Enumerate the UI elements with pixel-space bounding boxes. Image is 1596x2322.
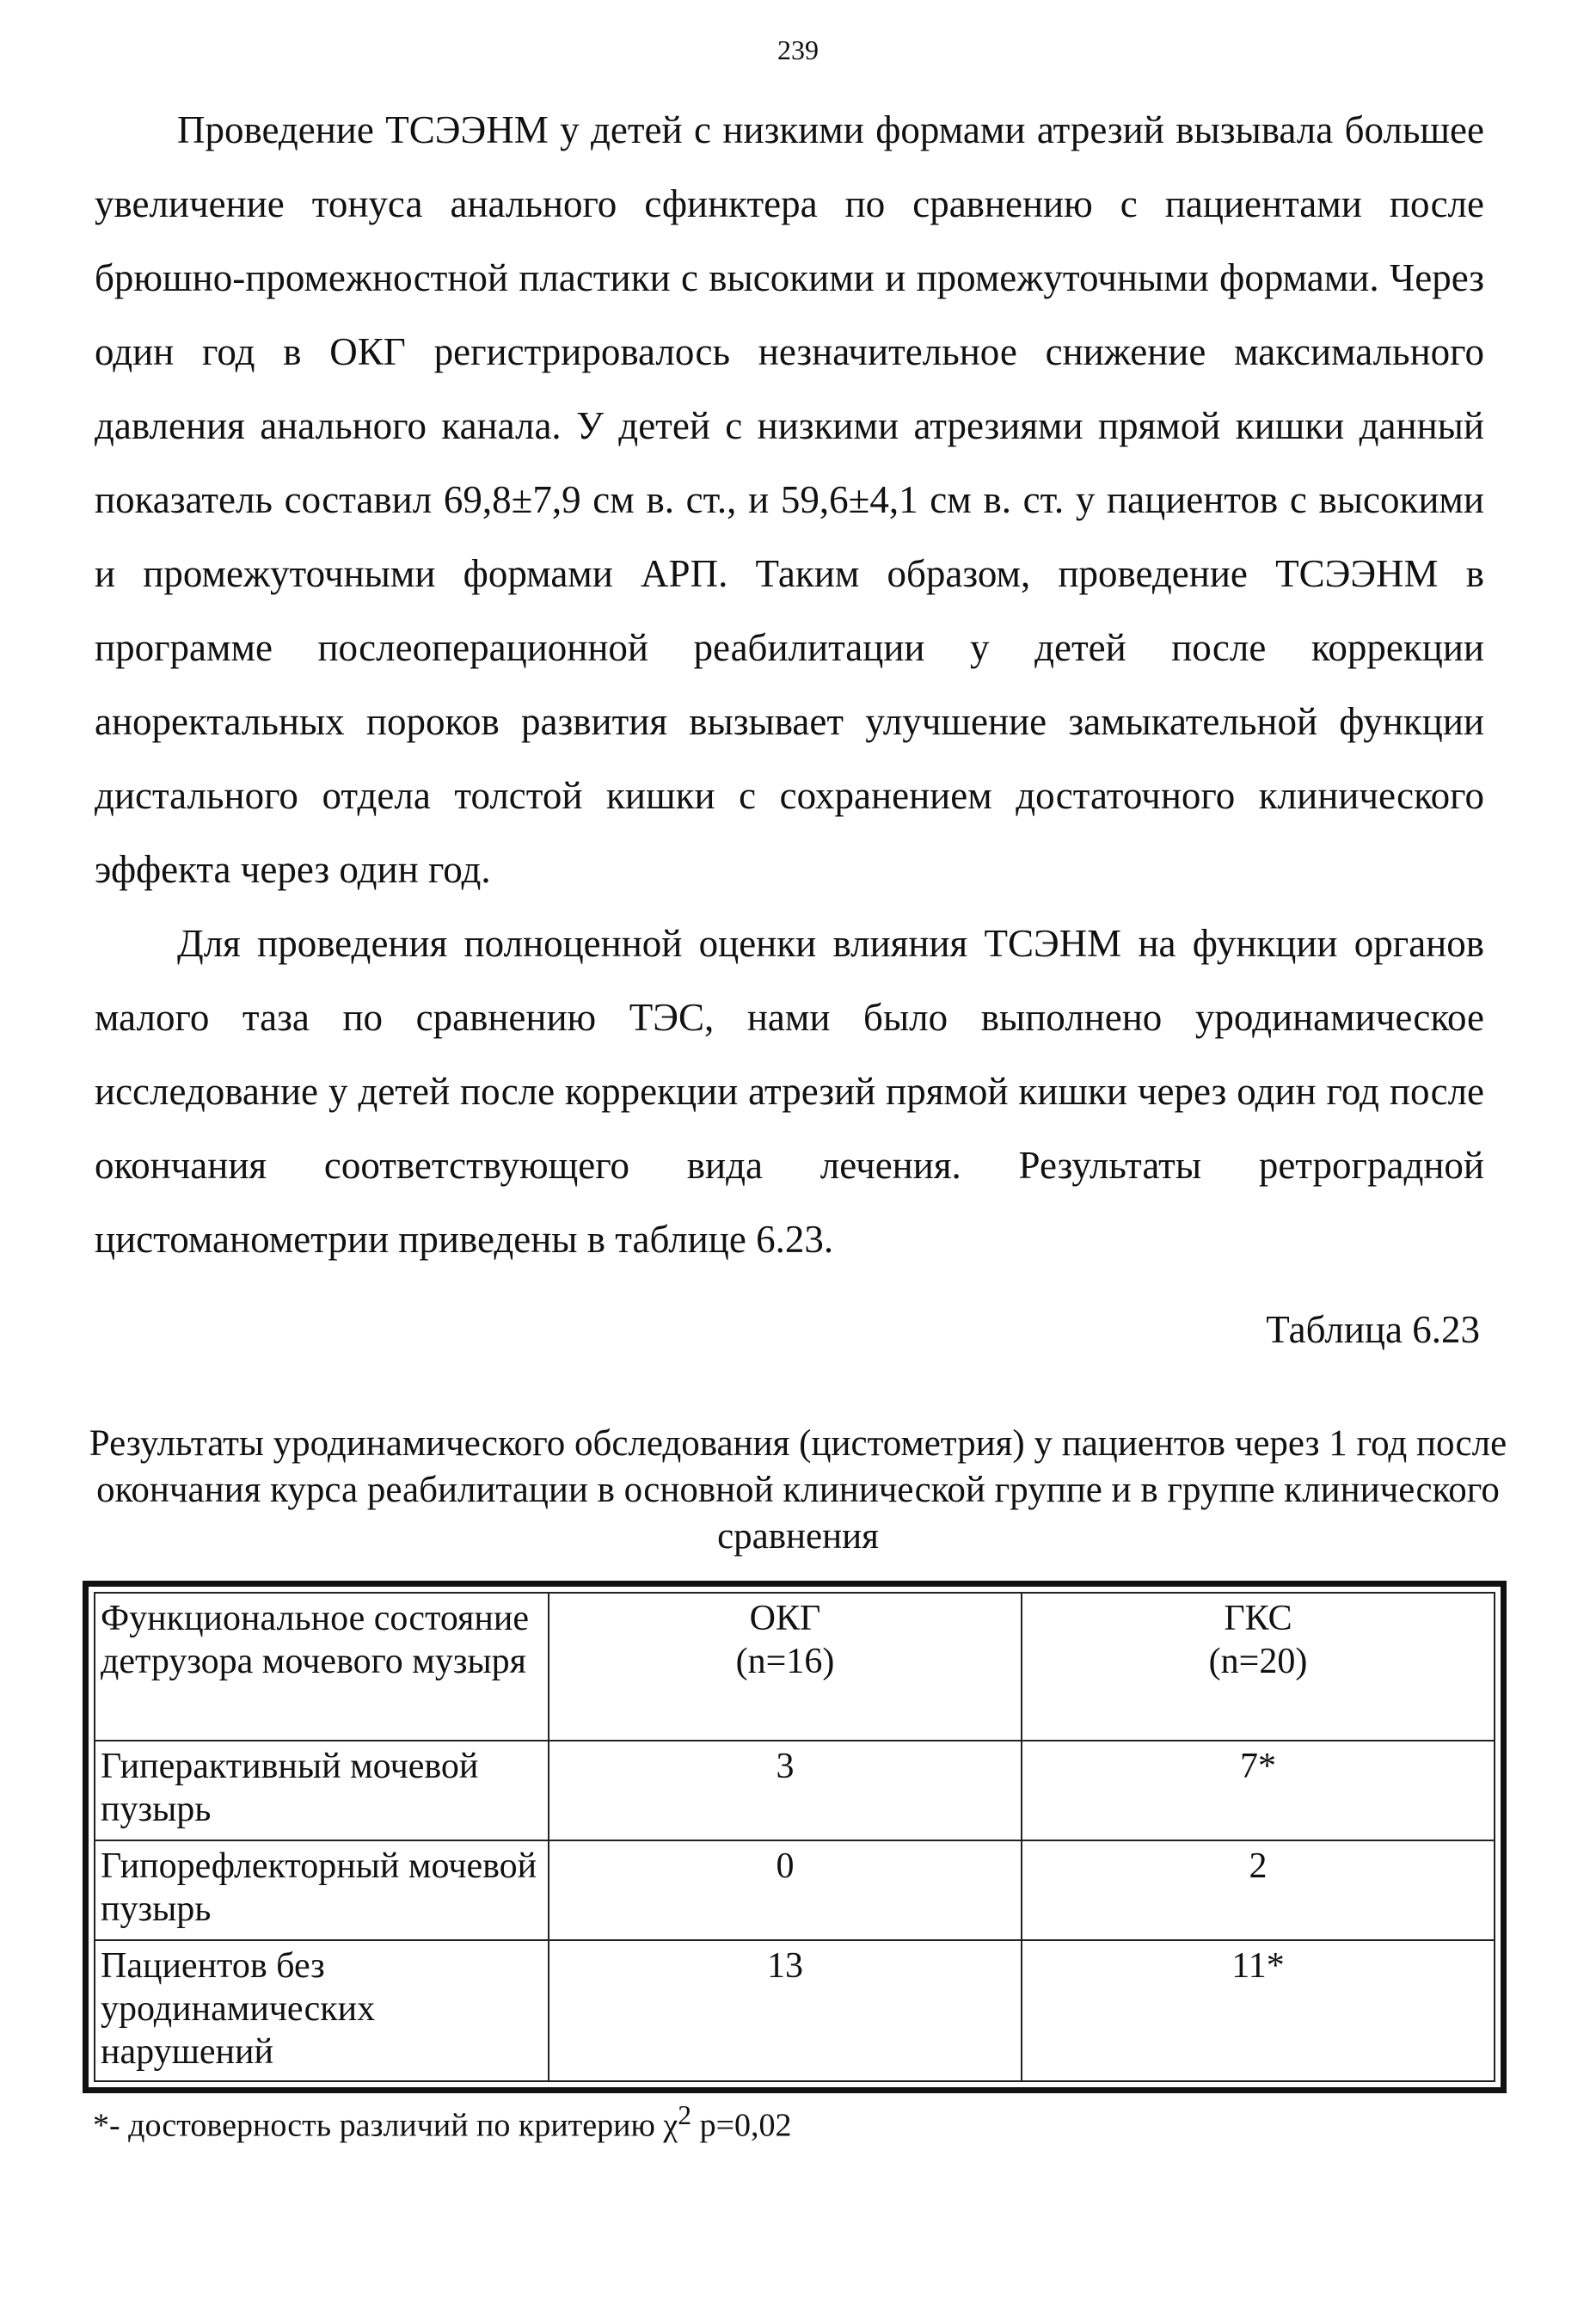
paragraph-2-text: Для проведения полноценной оценки влияния ТСЭНМ на функции органов малого таза по сравнению ТЭС, нами было выполнено уродинамическое исследование у детей после коррекции атрезий прямой кишки через один год после окончания соответствующего вида лечения. Результаты ретроградной цистоманометрии приведены в таблице 6.23.	[95, 922, 1484, 1261]
header-gks-title: ГКС	[1224, 1599, 1292, 1638]
row-label: Пациентов без уродинамических нарушений	[95, 1940, 549, 2081]
table-row	[95, 1940, 1495, 2081]
header-label-cell: Функциональное состояние детрузора мочевого музыря	[95, 1593, 549, 1741]
footnote-superscript: 2	[678, 2100, 692, 2130]
page-number: 239	[777, 34, 819, 65]
header-okg-cell	[549, 1593, 1022, 1741]
table-caption: Результаты уродинамического обследования (цистометрия) у пациентов через 1 год после окончания курса реабилитации в основной клинической группе и в группе клинического сравнения	[89, 1423, 1507, 1557]
table-number: Таблица 6.23	[1266, 1308, 1480, 1351]
footnote-p-value: p=0,02	[691, 2107, 792, 2144]
table-row	[95, 1741, 1495, 1840]
paragraph-2	[95, 906, 1484, 1276]
row-gks-value: 11*	[1022, 1940, 1495, 2081]
row-okg-value: 0	[549, 1840, 1022, 1940]
row-label: Гиперактивный мочевой пузырь	[95, 1741, 549, 1840]
row-label: Гипорефлекторный мочевой пузырь	[95, 1840, 549, 1940]
row-gks-value: 7*	[1022, 1741, 1495, 1840]
row-okg-value: 13	[549, 1940, 1022, 2081]
row-gks-value: 2	[1022, 1840, 1495, 1940]
footnote-text: *- достоверность различий по критерию χ	[93, 2107, 678, 2144]
header-gks-cell	[1022, 1593, 1495, 1741]
table-frame	[83, 1581, 1507, 2093]
table-header-row	[95, 1593, 1495, 1741]
row-okg-value: 3	[549, 1741, 1022, 1840]
header-gks-n: (n=20)	[1208, 1642, 1308, 1681]
paragraph-1	[95, 93, 1484, 906]
table-row	[95, 1840, 1495, 1940]
header-okg-title: ОКГ	[749, 1599, 821, 1638]
paragraph-1-text: Проведение ТСЭЭНМ у детей с низкими формами атрезий вызывала большее увеличение тонуса анального сфинктера по сравнению с пациентами после брюшно-промежностной пластики с высокими и промежуточными формами. Через один год в ОКГ регистрировалось незначительное снижение максимального давления анального канала. У детей с низкими атрезиями прямой кишки данный показатель составил 69,8±7,9 см в. ст., и 59,6±4,1 см в. ст. у пациентов с высокими и промежуточными формами АРП. Таким образом, проведение ТСЭЭНМ в программе послеоперационной реабилитации у детей после коррекции аноректальных пороков развития вызывает улучшение замыкательной функции дистального отдела толстой кишки с сохранением достаточного клинического эффекта через один год.	[95, 108, 1484, 891]
header-okg-n: (n=16)	[735, 1642, 835, 1681]
table-footnote	[93, 2100, 792, 2145]
results-table	[94, 1592, 1495, 2082]
